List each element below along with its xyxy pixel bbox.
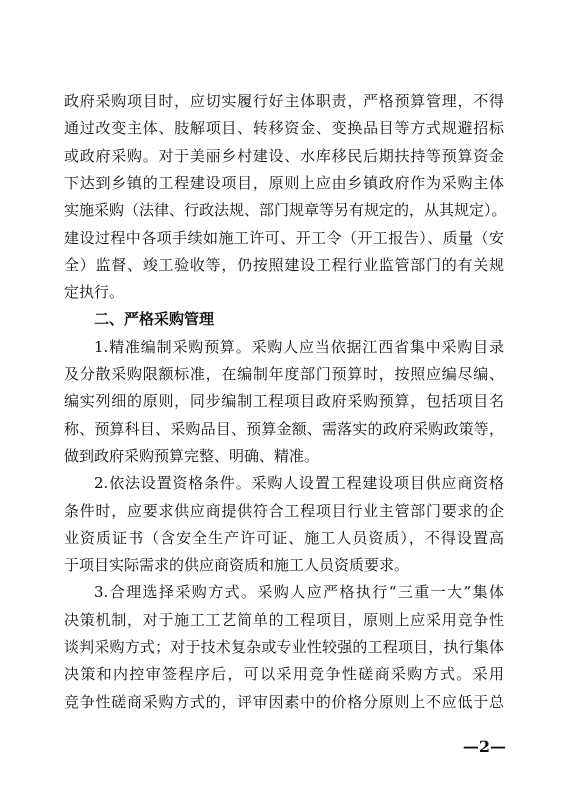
paragraph-line: 政府采购项目时，应切实履行好主体职责，严格预算管理，不得 [64,92,504,110]
paragraph-line: 谈判采购方式；对于技术复杂或专业性较强的工程项目，执行集体 [64,638,504,656]
paragraph-line: 于项目实际需求的供应商资质和施工人员资质要求。 [64,556,410,575]
section-heading: 二、严格采购管理 [94,310,215,329]
paragraph-line: 竞争性磋商采购方式的，评审因素中的价格分原则上不应低于总 [64,692,504,711]
paragraph-line: 及分散采购限额标准，在编制年度部门预算时，按照应编尽编、 [64,365,504,383]
paragraph-line: 全）监督、竣工验收等，仍按照建设工程行业监管部门的有关规 [64,255,504,274]
paragraph-line: 决策机制，对于施工工艺简单的工程项目，原则上应采用竞争性 [64,610,504,629]
paragraph-line: 编实列细的原则，同步编制工程项目政府采购预算，包括项目名 [64,392,504,411]
paragraph-line: 条件时，应要求供应商提供符合工程项目行业主管部门要求的企 [64,501,504,520]
paragraph-line: 称、预算科目、采购品目、预算金额、需落实的政府采购政策等， [64,419,504,438]
page-number: —2— [462,737,506,756]
paragraph-line: 3.合理选择采购方式。采购人应严格执行“三重一大”集体 [94,583,504,602]
paragraph-line: 业资质证书（含安全生产许可证、施工人员资质），不得设置高 [64,528,504,547]
paragraph-line: 实施采购（法律、行政法规、部门规章等另有规定的，从其规定）。 [64,201,507,220]
paragraph-line: 定执行。 [64,283,125,302]
paragraph-line: 下达到乡镇的工程建设项目，原则上应由乡镇政府作为采购主体 [64,173,504,192]
paragraph-line: 1.精准编制采购预算。采购人应当依据江西省集中采购目录 [94,337,504,356]
paragraph-line: 2.依法设置资格条件。采购人设置工程建设项目供应商资格 [94,474,504,493]
paragraph-line: 通过改变主体、肢解项目、转移资金、变换品目等方式规避招标 [64,119,504,138]
paragraph-line: 建设过程中各项手续如施工许可、开工令（开工报告）、质量（安 [64,228,504,247]
paragraph-line: 或政府采购。对于美丽乡村建设、水库移民后期扶持等预算资金 [64,146,504,165]
paragraph-line: 做到政府采购预算完整、明确、精准。 [64,446,320,465]
paragraph-line: 决策和内控审签程序后，可以采用竞争性磋商采购方式。采用 [64,665,504,684]
